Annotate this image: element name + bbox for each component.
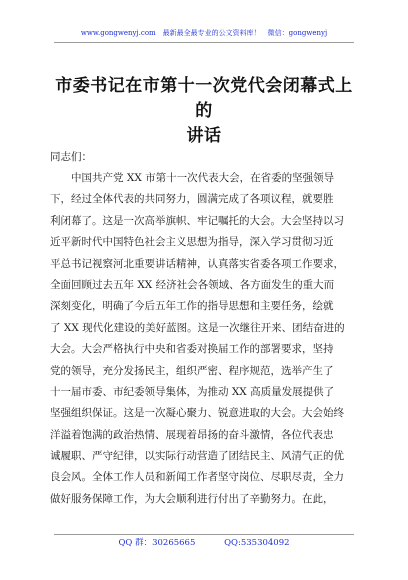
- body-line: 深刻变化，明确了今后五年工作的指导思想和主要任务，绘就: [50, 300, 334, 313]
- body-line: 党的领导，充分发扬民主，组织严密、程序规范，选举产生了: [50, 364, 334, 377]
- body-line: 做好服务保障工作，为大会顺利进行付出了辛勤努力。在此，: [50, 492, 334, 505]
- body-line: 诚履职、严守纪律，以实际行动营造了团结民主、风清气正的优: [50, 450, 344, 463]
- body-text: [50, 168, 356, 510]
- body-line: 中国共产党 XX 市第十一次代表大会，在省委的坚强领导: [71, 172, 335, 184]
- body-line: 大会。大会严格执行中央和省委对换届工作的部署要求，坚持: [50, 343, 334, 356]
- document-title: [50, 74, 358, 149]
- body-line: 良会风。全体工作人员和新闻工作者坚守岗位、尽职尽责，全力: [50, 471, 344, 484]
- document-title-line-2: 讲话: [186, 126, 222, 146]
- body-line: 平总书记视察河北重要讲话精神，认真落实省委各项工作要求，: [50, 257, 344, 270]
- body-line: 全面回顾过去五年 XX 经济社会各领域、各方面发生的重大而: [50, 278, 335, 291]
- footer-divider: [54, 534, 354, 535]
- salutation: 同志们：: [50, 151, 92, 163]
- body-line: 近平新时代中国特色社会主义思想为指导，深入学习贯彻习近: [50, 236, 334, 249]
- body-line: 利闭幕了。这是一次高举旗帜、牢记嘱托的大会。大会坚持以习: [50, 214, 344, 227]
- qq-contact-link[interactable]: QQ:535304092: [224, 538, 290, 548]
- body-line: 下，经过全体代表的共同努力，圆满完成了各项议程，就要胜: [50, 193, 334, 206]
- qq-group-link[interactable]: QQ 群：30265665: [118, 538, 196, 548]
- header-banner[interactable]: www.gongwenyj.com 最新最全最专业的公文资料库！ 微信：gongwenyj: [80, 29, 328, 37]
- body-line: 洋溢着饱满的政治热情、展现着昂扬的奋斗激情，各位代表忠: [50, 428, 334, 441]
- footer-banner: [0, 537, 408, 549]
- body-line: 十一届市委、市纪委领导集体，为推动 XX 高质量发展提供了: [50, 385, 335, 398]
- body-line: 坚强组织保证。这是一次凝心聚力、锐意进取的大会。大会始终: [50, 407, 344, 420]
- document-title-line-1: 市委书记在市第十一次党代会闭幕式上的: [55, 76, 353, 121]
- body-line: 了 XX 现代化建设的美好蓝图。这是一次继往开来、团结奋进的: [50, 321, 345, 334]
- header-divider: [54, 42, 354, 43]
